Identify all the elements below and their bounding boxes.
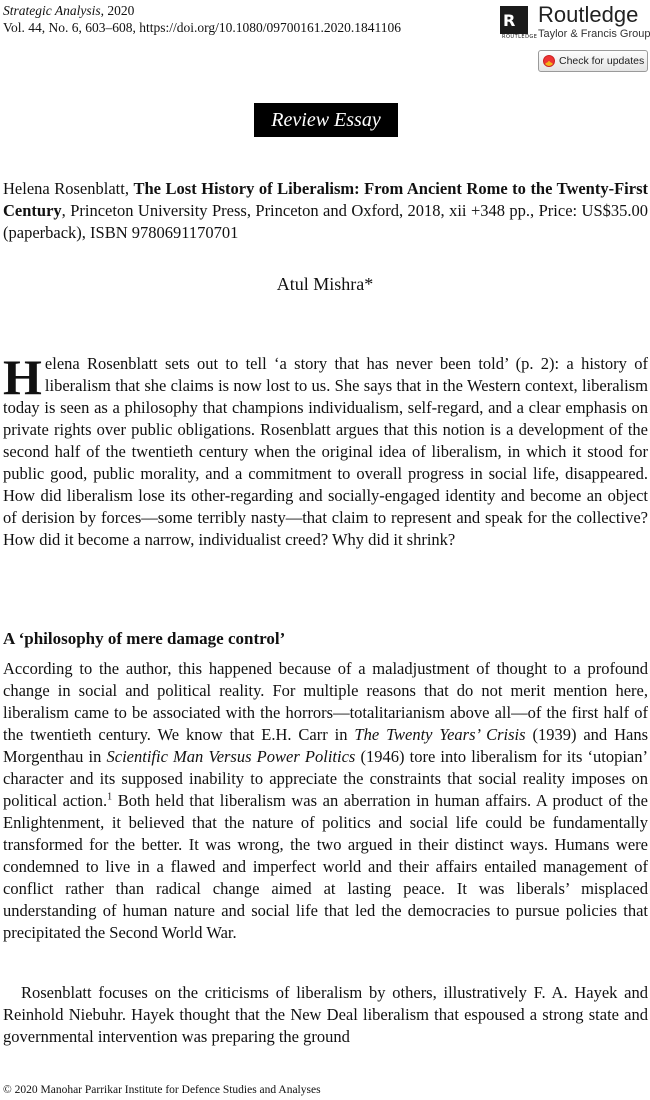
- journal-name: Strategic Analysis: [3, 3, 101, 18]
- routledge-vertical-text: ROUTLEDGE: [502, 34, 538, 40]
- book-citation: [3, 178, 648, 244]
- paragraph-text: Both held that liberalism was an aberration in human affairs. A product of the Enlightenment, it believed that the nature of politics and social life could be fundamentally transformed for the better. It was wrong, the two argued in their distinct ways. Humans were condemned to live in a flawed and imperfect world and their affairs entailed management of conflict rather than radical change aimed at lasting peace. It was liberals’ misplaced understanding of human nature and social life that led the democracies to pursue policies that precipitated the Second World War.: [3, 791, 648, 942]
- citation-details: , Princeton University Press, Princeton and Oxford, 2018, xii +348 pp., Price: US$35.00 (paperback), ISBN 9780691170701: [3, 201, 648, 242]
- paragraph-text: (1939) and Hans Morgenthau in: [3, 725, 648, 766]
- paragraph-damage-control: [3, 658, 648, 944]
- routledge-mark-icon: [500, 2, 538, 42]
- footnote-ref[interactable]: 1: [107, 791, 113, 803]
- publisher-group: Taylor & Francis Group: [538, 28, 650, 40]
- routledge-mark-letter: R: [503, 11, 516, 30]
- paragraph-rosenblatt-focus: Rosenblatt focuses on the criticisms of liberalism by others, illustratively F. A. Hayek and Reinhold Niebuhr. Hayek thought that the New Deal liberalism that espoused a strong state and governmental intervention was preparing the ground: [3, 983, 648, 1046]
- publisher-name: Routledge: [538, 2, 639, 27]
- journal-year: , 2020: [100, 3, 135, 18]
- publisher-logo: [500, 2, 648, 42]
- crossmark-icon: [543, 55, 555, 67]
- paragraph-text: According to the author, this happened because of a maladjustment of thought to a profound change in social and political reality. For multiple reasons that do not merit mention here, liberalism came to be associated with the horrors—totalitarianism above all—of the first half of the twentieth century. We know that E.H. Carr in: [3, 659, 648, 744]
- drop-cap: H: [3, 349, 42, 405]
- book-title-scientific-man: Scientific Man Versus Power Politics: [106, 747, 356, 766]
- paragraph-intro-text: elena Rosenblatt sets out to tell ‘a story that has never been told’ (p. 2): a history of liberalism that she claims is now lost to us. She says that in the Western context, liberalism today is seen as a philosophy that champions individualism, self-regard, and a clear emphasis on private rights over public obligations. Rosenblatt argues that this notion is a development of the second half of the twentieth century when the original idea of liberalism, in which it stood for public good, public morality, and a commitment to overall progress in social life, disappeared. How did liberalism lose its other-regarding and socially-engaged identity and become an object of derision by forces—some terribly nasty—that claim to represent and speak for the collective? How did it become a narrow, individualist creed? Why did it shrink?: [3, 354, 648, 549]
- citation-title: The Lost History of Liberalism: From Ancient Rome to the Twenty-First Century: [3, 179, 648, 220]
- section-heading: A ‘philosophy of mere damage control’: [3, 629, 286, 648]
- paragraph-text: (1946) tore into liberalism for its ‘utopian’ character and its supposed inability to appreciate the constraints that social reality imposes on political action.: [3, 747, 649, 810]
- reviewer-name[interactable]: Atul Mishra*: [276, 274, 374, 294]
- journal-header: [3, 2, 401, 36]
- citation-author: Helena Rosenblatt,: [3, 179, 134, 198]
- paragraph-intro: [3, 349, 648, 551]
- check-for-updates-label: Check for updates: [559, 55, 645, 67]
- book-title-twenty-years-crisis: The Twenty Years’ Crisis: [354, 725, 526, 744]
- copyright-footer: © 2020 Manohar Parrikar Institute for Defence Studies and Analyses: [3, 1084, 321, 1096]
- volume-doi-line[interactable]: Vol. 44, No. 6, 603–608, https://doi.org/10.1080/09700161.2020.1841106: [3, 20, 402, 35]
- check-for-updates-button[interactable]: [538, 50, 648, 72]
- essay-type-badge: Review Essay: [254, 103, 398, 137]
